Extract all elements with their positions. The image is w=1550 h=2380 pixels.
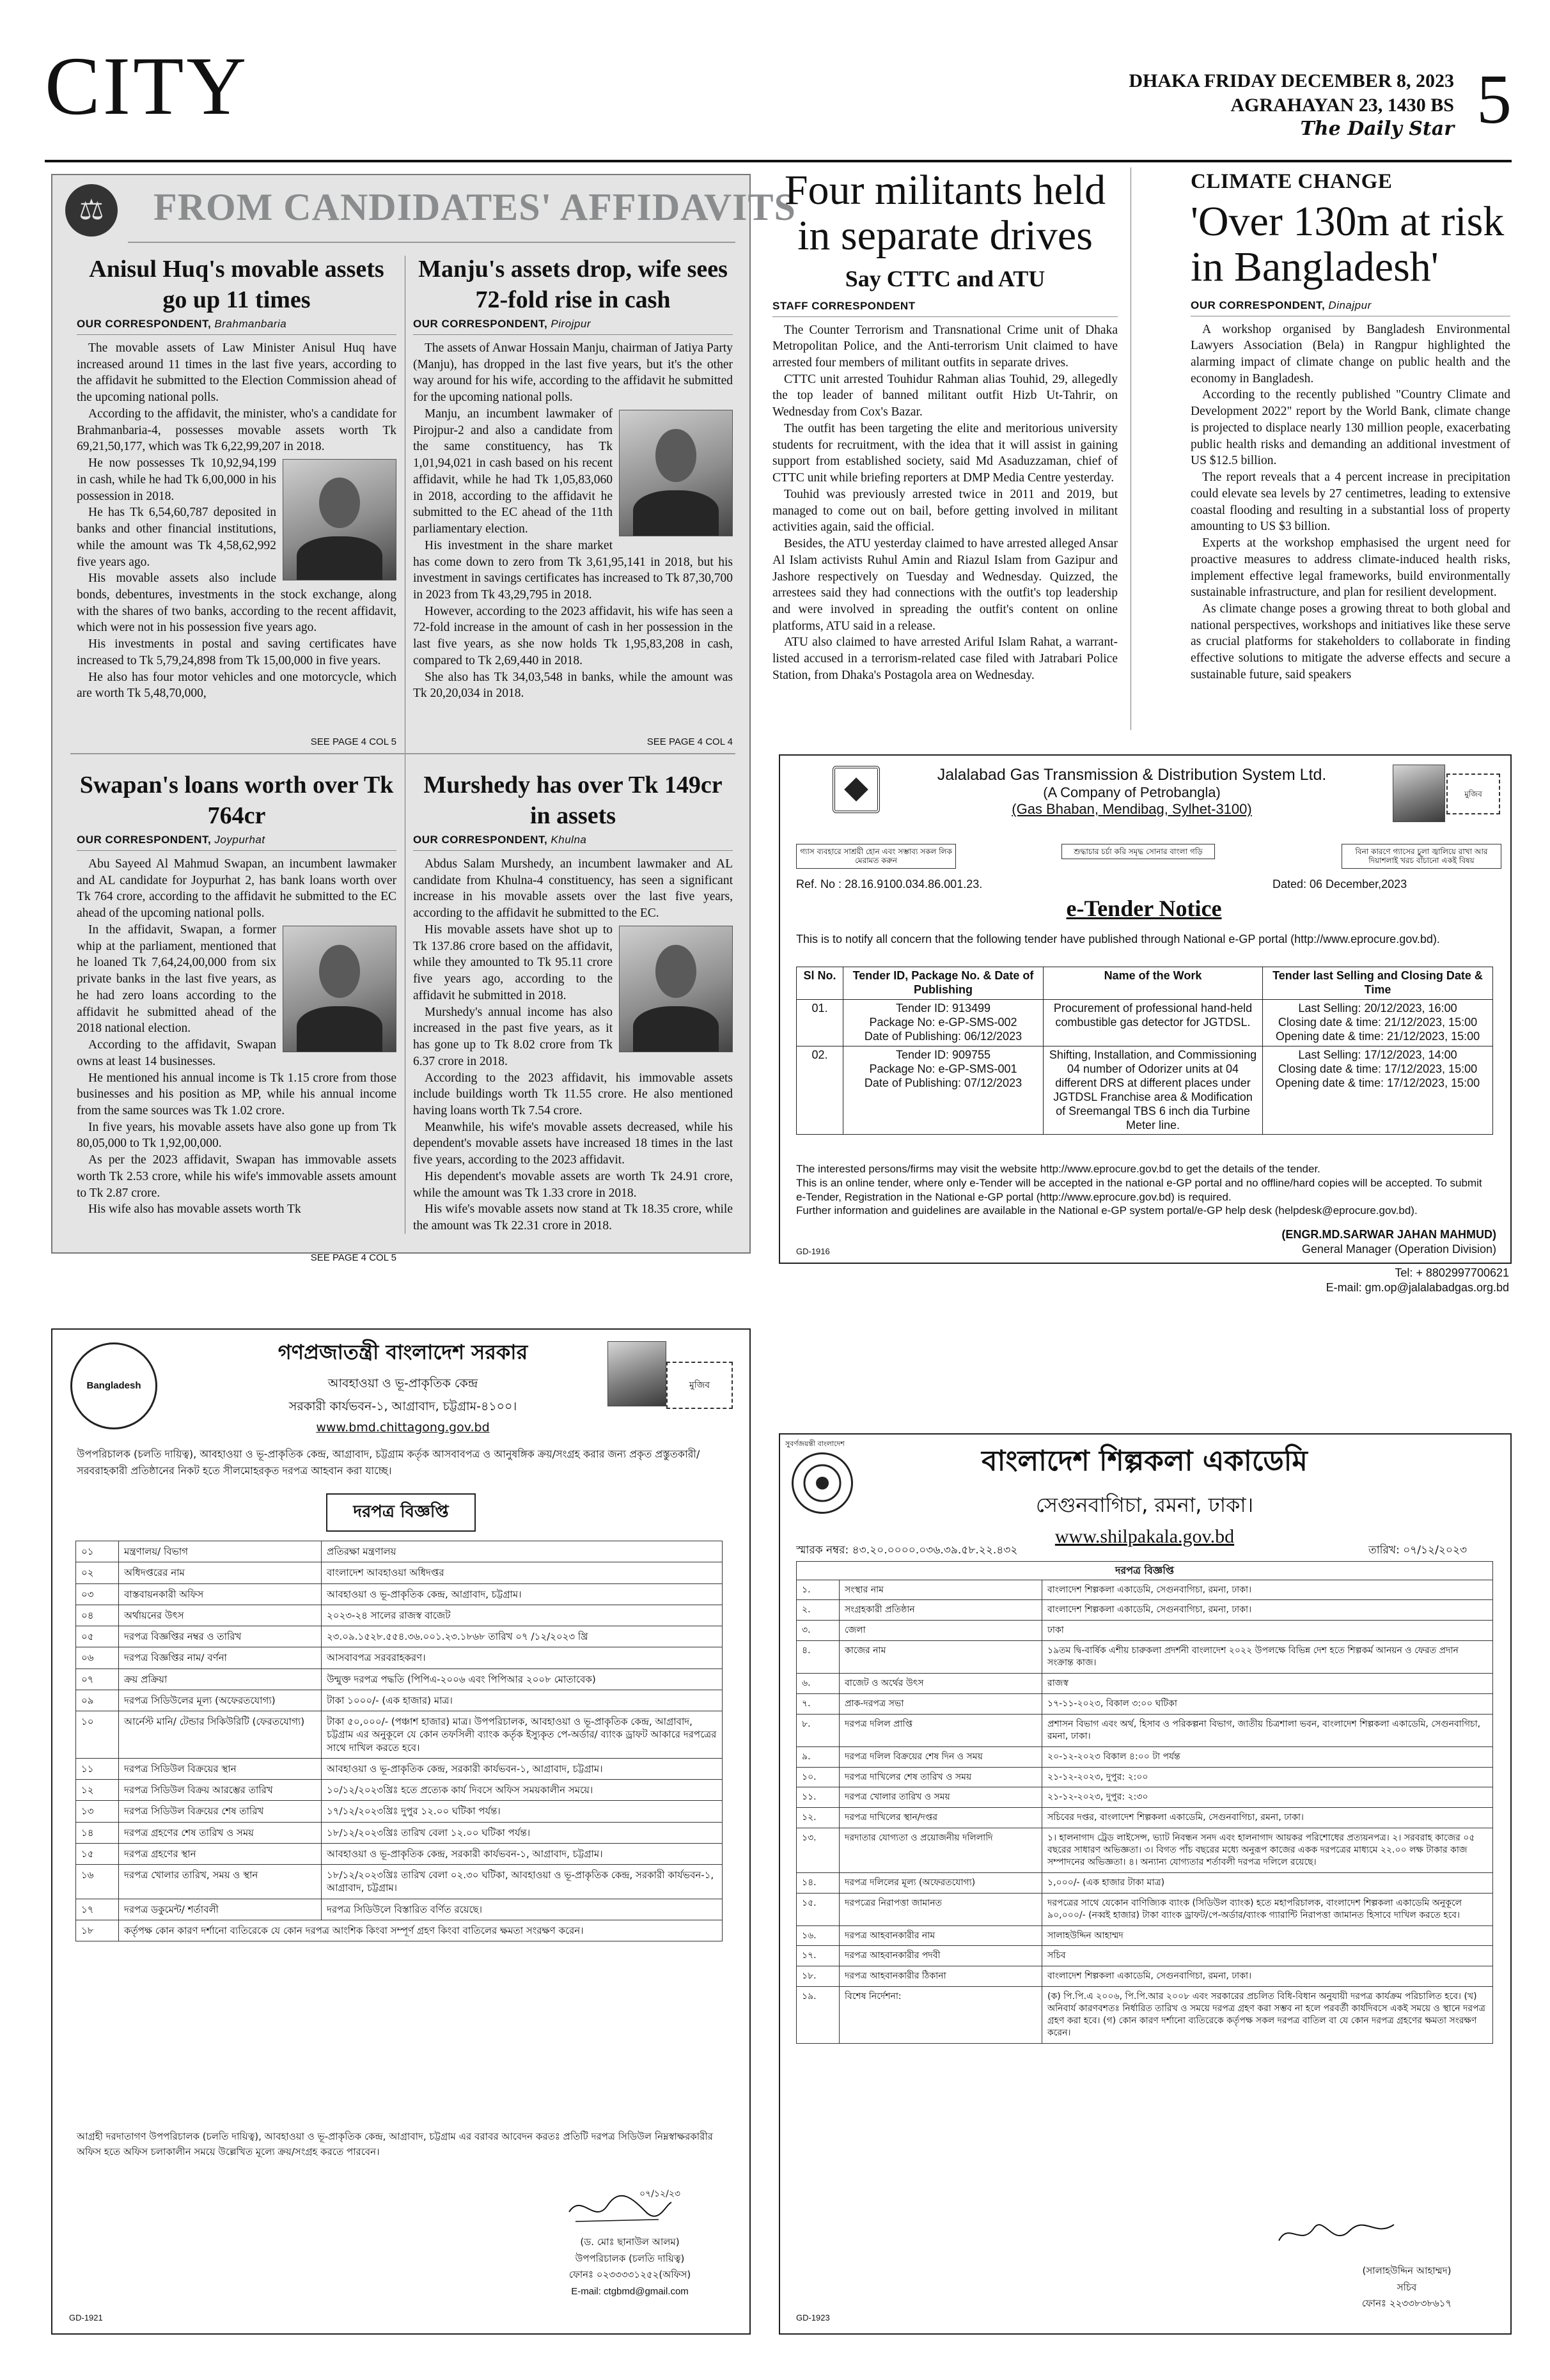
jgtd-contact [1279,1266,1509,1296]
signer-title: General Manager (Operation Division) [1301,1243,1496,1256]
cell-value: বাংলাদেশ শিল্পকলা একাডেমি, সেগুনবাগিচা, রমনা, ঢাকা। [1042,1580,1493,1600]
kicker: CLIMATE CHANGE [1191,170,1393,193]
cell-value: ১৮/১২/২০২৩খ্রিঃ তারিখ বেলা ০২.৩০ ঘটিকা, আবহাওয়া ও ভূ-প্রাকৃতিক কেন্দ্র, সরকারী কার্যভবন-১, আগ্রাবাদ, চট্টগ্রাম। [322,1865,723,1899]
cell-value: সচিব [1042,1946,1493,1966]
cell-value: রাজস্ব [1042,1674,1493,1694]
paragraph: She also has Tk 34,03,548 in banks, while the amount was Tk 20,20,034 in 2018. [413,670,733,701]
cell-value: ১,০০০/- (এক হাজার টাকা মাত্র) [1042,1872,1493,1893]
paragraph: Touhid was previously arrested twice in 2011 and 2019, but managed to come out on bail, before getting involved in militant activities again, said the official. [772,487,1118,534]
story-body [413,340,733,736]
cell-number: ১৭. [797,1946,840,1966]
table-row [76,1843,723,1864]
tender-table [796,967,1493,1135]
cell-number: ১৫ [76,1843,119,1864]
notice-intro: This is to notify all concern that the following tender have published through National e-GP portal (http://www.eprocure.gov.bd). [796,933,1440,945]
company-subtitle: (A Company of Petrobangla) [1043,784,1221,800]
story-body [772,322,1118,738]
ref-date: Dated: 06 December,2023 [1272,878,1407,891]
portrait-icon [1393,765,1445,822]
cell-value: সালাহউদ্দিন আহাম্মদ [1042,1925,1493,1946]
cell-number: ০৭ [76,1668,119,1690]
signer-email: E-mail: ctgbmd@gmail.com [571,2285,689,2297]
cell-label: প্রাক-দরপত্র সভা [840,1693,1042,1714]
story-anisul [77,254,396,747]
table-header-row [797,967,1493,1000]
cell-number: ২. [797,1600,840,1621]
signer-phone: ফোনঃ ২২৩৩৮৩৮৬১৭ [1361,2298,1452,2309]
paragraph: His wife's movable assets now stand at Tk 18.35 crore, while the amount was Tk 22.31 crore in 2018. [413,1202,733,1233]
cell-sl: 01. [797,999,843,1046]
cell-value: টাকা ৫০,০০০/- (পঞ্চাশ হাজার) মাত্র। উপপরিচালক, আবহাওয়া ও ভূ-প্রাকৃতিক কেন্দ্র, আগ্রাবাদ, চট্টগ্রাম এর অনুকূলে যে কোন তফসিলী ব্যাংক কর্তৃক ইস্যুকৃত পে-অর্ডার/ ব্যাংক ড্রাফট আকারে দরপত্রের সাথে দাখিল করতে হবে। [322,1711,723,1759]
cell-number: ৯. [797,1746,840,1767]
paragraph: His investment in the share market has come down to zero from Tk 3,61,95,141 in 2018, but his investment in savings certificates has increased to Tk 87,30,700 in 2023 from Tk 43,29,795 in 2018. [413,538,733,602]
table-row [76,1668,723,1690]
table-row [797,1580,1493,1600]
slogan-2: শুদ্ধাচার চর্চা করি সমৃদ্ধ সোনার বাংলা গড়ি [1061,844,1215,859]
table-row [797,1872,1493,1893]
cell-value: আবহাওয়া ও ভূ-প্রাকৃতিক কেন্দ্র, সরকারী কার্যভবন-১, আগ্রাবাদ, চট্টগ্রাম। [322,1758,723,1779]
bmd-table [75,1541,723,1941]
cell-label: দরপত্র গ্রহণের স্থান [119,1843,322,1864]
notice-title: e-Tender Notice [1066,896,1222,921]
paragraph: Meanwhile, his wife's movable assets decreased, while his dependent's movable assets have increased 18 times in the last five years, according to the 2023 affidavit. [413,1120,733,1167]
cell-number: ০১ [76,1541,119,1562]
table-row [797,1746,1493,1767]
cell-label: দরপত্র খোলার তারিখ, সময় ও স্থান [119,1865,322,1899]
byline: OUR CORRESPONDENT, Khulna [413,834,733,851]
slogan-3: বিনা কারণে গ্যাসের চুলা জ্বালিয়ে রাখা আর দিয়াশলাই খরচ বাঁচানো একই বিষয় [1342,844,1501,869]
story-manju [413,254,733,747]
ref-number: Ref. No : 28.16.9100.034.86.001.23. [796,878,983,891]
shilpakala-logo-icon [792,1452,853,1514]
cell-number: ১২. [797,1808,840,1828]
cell-value: টাকা ১০০০/- (এক হাজার) মাত্র। [322,1690,723,1711]
cell-label: কাজের নাম [840,1641,1042,1674]
paragraph: The Counter Terrorism and Transnational Crime unit of Dhaka Metropolitan Police, and the Anti-terrorism Unit claimed to have arrested four members of militant outfits in separate drives. [772,323,1118,369]
portrait-anisul-huq [283,459,396,580]
affidavits-mid-rule [70,753,735,754]
table-row [76,1711,723,1759]
cell-label: দরপত্র দাখিলের স্থান/দপ্তর [840,1808,1042,1828]
cell-label: অর্থায়নের উৎস [119,1605,322,1626]
bangla-date: AGRAHAYAN 23, 1430 BS [1230,94,1454,116]
table-row [797,1787,1493,1808]
cell-value: আবহাওয়া ও ভূ-প্রাকৃতিক কেন্দ্র, আগ্রাবাদ, চট্টগ্রাম। [322,1583,723,1605]
cell-number: ১৩. [797,1828,840,1873]
cell-tender: Tender ID: 909755 Package No: e-GP-SMS-001 Date of Publishing: 07/12/2023 [843,1046,1044,1135]
paragraph: His wife also has movable assets worth Tk [88,1202,301,1217]
cell-number: ১৪. [797,1872,840,1893]
paragraph: Besides, the ATU yesterday claimed to have arrested alleged Ansar Al Islam activists Ruhul Amin and Riazul Islam from Gazipur and Jashore respectively on Tuesday and Wednesday. Quizzed, the arrestees said they had connections with the outfit's top leadership and were involved in spreading the outfit's content on online platforms, ATU said in a release. [772,537,1118,633]
cell-number: ১৯. [797,1987,840,2044]
cell-value: ১০/১২/২০২৩খ্রিঃ হতে প্রত্যেক কার্য দিবসে অফিস সময়কালীন সময়ে। [322,1780,723,1801]
story-body [1191,322,1510,756]
banner-rule [128,242,735,243]
table-row [797,1714,1493,1746]
story-climate [1191,170,1510,756]
signature-icon [1272,2212,1400,2257]
paragraph: In the affidavit, Swapan, a former whip at the parliament, mentioned that he loaned Tk 7,64,24,00,000 from six private banks in the last five years, as he had zero loans according to the affidavit he submitted ahead of the 2018 national election. [77,922,276,1036]
cell-value: ঢাকা [1042,1621,1493,1641]
cell-label: মন্ত্রণালয়/ বিভাগ [119,1541,322,1562]
org-web: www.shilpakala.gov.bd [1054,1526,1235,1547]
cell-label: দরপত্র সিডিউল বিক্রয় আরম্ভের তারিখ [119,1780,322,1801]
cell-number: ১৫. [797,1893,840,1925]
headline: Murshedy has over Tk 149cr in assets [423,772,723,829]
cell-number: ১৪ [76,1822,119,1843]
cell-label: দরপত্র ডকুমেন্ট/ শর্তাবলী [119,1899,322,1920]
shilpakala-table [796,1561,1493,2044]
cell-label: কর্তৃপক্ষ কোন কারণ দর্শানো ব্যতিরেকে যে কোন দরপত্র আংশিক কিংবা সম্পূর্ণ গ্রহণ কিংবা বাতিলের ক্ষমতা সংরক্ষণ করেন। [119,1920,723,1941]
cell-label: দরপত্র গ্রহণের শেষ তারিখ ও সময় [119,1822,322,1843]
bangladesh-50-logo-icon: Bangladesh [70,1342,157,1429]
sign-date: ০৭/১২/২৩ [639,2189,681,2199]
shilpakala-signature [1317,2263,1496,2312]
cell-dates: Last Selling: 20/12/2023, 16:00 Closing date & time: 21/12/2023, 15:00 Opening date & time: 21/12/2023, 15:00 [1263,999,1493,1046]
cell-number: ১. [797,1580,840,1600]
bmd-title: দরপত্র বিজ্ঞপ্তি [326,1493,476,1532]
cell-number: ১৩ [76,1801,119,1822]
cell-value: ২০২৩-২৪ সালের রাজস্ব বাজেট [322,1605,723,1626]
header-small: সুবর্ণজয়ন্তী বাংলাদেশ [785,1440,845,1448]
jump-line: SEE PAGE 4 COL 4 [646,736,733,747]
signer-name: (সালাহউদ্দিন আহাম্মদ) [1362,2265,1452,2276]
jgtd-footer [796,1162,1493,1218]
story-body [77,340,396,736]
table-row [797,1925,1493,1946]
cell-work: Shifting, Installation, and Commissioning 04 number of Odorizer units at 04 different DRS at different places under JGTDSL Franchise area & Modification of Sreemangal TBS 6 inch dia Turbine Meter line. [1044,1046,1263,1135]
email: E-mail: gm.op@jalalabadgas.org.bd [1326,1281,1509,1295]
gd-number: GD-1916 [796,1247,830,1256]
cell-value: বাংলাদেশ শিল্পকলা একাডেমি, সেগুনবাগিচা, রমনা, ঢাকা। [1042,1966,1493,1987]
story-body [413,856,733,1265]
section-title: CITY [45,40,249,132]
cell-value: বাংলাদেশ শিল্পকলা একাডেমি, সেগুনবাগিচা, রমনা, ঢাকা। [1042,1600,1493,1621]
paragraph: Murshedy's annual income has also increased in the past five years, as it has gone up to Tk 8.02 crore from Tk 6.37 crore in 2018. [413,1005,613,1068]
cell-value: ২১-১২-২০২৩, দুপুর: ২:৩০ [1042,1787,1493,1808]
cell-label: দরপত্র সিডিউলের মূল্য (অফেরতযোগ্য) [119,1690,322,1711]
cell-value: দরপত্র সিডিউলে বিস্তারিত বর্ণিত রয়েছে। [322,1899,723,1920]
byline: OUR CORRESPONDENT, Brahmanbaria [77,318,396,335]
mujib-logo-icon: মুজিব [666,1362,733,1409]
cell-label: বিশেষ নির্দেশনা: [840,1987,1042,2044]
table-row [797,1600,1493,1621]
table-row [797,1946,1493,1966]
table-row [797,1767,1493,1787]
cell-label: দরপত্র আহবানকারীর পদবী [840,1946,1042,1966]
cell-value: প্রতিরক্ষা মন্ত্রণালয় [322,1541,723,1562]
office-address: সরকারী কার্যভবন-১, আগ্রাবাদ, চট্টগ্রাম-৪১০০। [288,1399,517,1413]
cell-value: ১৭/১২/২০২৩খ্রিঃ দুপুর ১২.০০ ঘটিকা পর্যন্ত। [322,1801,723,1822]
portrait-icon [607,1341,666,1406]
cell-value: ২০-১২-২০২৩ বিকাল ৪:০০ টা পর্যন্ত [1042,1746,1493,1767]
footer-line: This is an online tender, where only e-Tender will be accepted in the national e-GP portal and no offline/hard copies will be accepted. To submit e-Tender, Registration in the National e-GP portal (http://www.eprocure.gov.bd) is required. [796,1176,1482,1203]
bmd-signature [524,2234,735,2299]
paragraph: According to the recently published "Country Climate and Development 2022" report by the World Bank, climate change is projected to displace nearly 130 million people, exacerbating public health risks and demanding an additional investment of US $12.5 billion. [1191,388,1510,468]
table-row [76,1758,723,1779]
col-work: Name of the Work [1044,967,1263,1000]
memo-number: স্মারক নম্বর: ৪৩.২০.০০০০.০৩৬.৩৯.৫৮.২২.৪৩২ [796,1544,1018,1557]
cell-number: ১৮. [797,1966,840,1987]
cell-label: দরপত্র আহবানকারীর ঠিকানা [840,1966,1042,1987]
office-name: আবহাওয়া ও ভূ-প্রাকৃতিক কেন্দ্র [327,1376,478,1390]
cell-number: ০৫ [76,1626,119,1647]
paragraph: CTTC unit arrested Touhidur Rahman alias Touhid, 29, allegedly the top leader of banned militant outfit Hizb Ut-Tahrir, on Wednesday from Cox's Bazar. [772,372,1118,419]
cell-number: ৭. [797,1693,840,1714]
cell-label: সংগ্রহকারী প্রতিষ্ঠান [840,1600,1042,1621]
table-row [76,1865,723,1899]
cell-value: ২৩.০৯.১৫২৮.৫৫৪.৩৬.০০১.২৩.১৮৬৮ তারিখ ০৭ /১২/২০২৩ খ্রি [322,1626,723,1647]
cell-value: সচিবের দপ্তর, বাংলাদেশ শিল্পকলা একাডেমি, সেগুনবাগিচা, রমনা, ঢাকা। [1042,1808,1493,1828]
gd-number: GD-1921 [69,2313,103,2322]
portrait-swapan [283,926,396,1052]
paragraph: ATU also claimed to have arrested Ariful Islam Rahat, a warrant-listed accused in a terrorism-related case filed with Jatrabari Police Station, from Dhaka's Postagola area on Wednesday. [772,635,1118,682]
cell-value: (ক) পি.পি.এ ২০০৬, পি.পি.আর ২০০৮ এবং সরকারের প্রচলিত বিধি-বিধান অনুযায়ী দরপত্র কার্যক্রম পরিচালিত হবে। (খ) অনিবার্য কারণবশতঃ নির্ধারিত তারিখ ও সময়ে দরপত্র গ্রহণ করা সম্ভব না হলে পরবর্তী কার্যদিবসে একই সময়ে ও স্থানে দরপত্র গ্রহণ করা হবে। (গ) কোন কারণ দর্শানো ব্যতিরেকে কর্তৃপক্ষ সকল দরপত্র বাতিল বা যে কোন দরপত্র গ্রহণের ক্ষমতা সংরক্ষণ করেন। [1042,1987,1493,2044]
cell-number: ১৭ [76,1899,119,1920]
org-name: বাংলাদেশ শিল্পকলা একাডেমি [982,1445,1308,1477]
jump-line: SEE PAGE 4 COL 5 [310,1252,396,1263]
cell-number: ০২ [76,1562,119,1583]
footer-line: The interested persons/firms may visit the website http://www.eprocure.gov.bd to get the details of the tender. [796,1163,1320,1175]
cell-value: ১৯তম দ্বি-বার্ষিক এশীয় চারুকলা প্রদর্শনী বাংলাদেশ ২০২২ উপলক্ষে বিভিন্ন দেশ হতে শিল্পকর্ম আনয়ন ও ফেরত প্রদান সংক্রান্ত কাজ। [1042,1641,1493,1674]
footer-line: Further information and guidelines are available in the National e-GP system portal/e-GP help desk (helpdesk@eprocure.gov.bd). [796,1204,1418,1217]
paragraph: He now possesses Tk 10,92,94,199 in cash, while he had Tk 6,00,000 in his possession in 2018. [77,456,276,503]
gd-number: GD-1923 [796,2313,830,2322]
headline: Manju's assets drop, wife sees 72-fold rise in cash [418,256,728,313]
cell-number: ০৪ [76,1605,119,1626]
table-row [76,1562,723,1583]
cell-label: জেলা [840,1621,1042,1641]
date-line: DHAKA FRIDAY DECEMBER 8, 2023 [1129,70,1454,91]
cell-number: ১০ [76,1711,119,1759]
paragraph: As climate change poses a growing threat to both global and national perspectives, workshops and initiatives like these serve as crucial platforms for stakeholders to collaborate in finding effective solutions to mitigate the adverse effects and secure a sustainable future, said speakers [1191,602,1510,681]
jgtd-logo-icon [833,766,880,813]
table-row [797,1674,1493,1694]
table-row [797,1621,1493,1641]
signature-mark [1272,2212,1400,2257]
headline: Four militants held in separate drives [784,167,1106,260]
table-row [797,1828,1493,1873]
jgtd-signature [1177,1227,1496,1257]
table-row [76,1780,723,1801]
office-web: www.bmd.chittagong.gov.bd [316,1420,490,1435]
cell-label: অধিদপ্তরের নাম [119,1562,322,1583]
story-militants [772,167,1118,738]
table-row [797,1641,1493,1674]
cell-label: ক্রয় প্রক্রিয়া [119,1668,322,1690]
byline: OUR CORRESPONDENT, Pirojpur [413,318,733,335]
table-row [76,1822,723,1843]
ec-emblem-icon: ⚖ [65,184,118,237]
cell-number: ১৮ [76,1920,119,1941]
paragraph: His movable assets also include bonds, debentures, investments in the stock exchange, along with the shares of two banks, according to the recent affidavit, which were not in his possession five years ago. [77,572,396,635]
shilpakala-header [857,1440,1432,1548]
paragraph: According to the affidavit, Swapan owns at least 14 businesses. [77,1038,276,1068]
byline: STAFF CORRESPONDENT [772,300,1118,317]
cell-label: দরপত্র সিডিউল বিক্রয়ের শেষ তারিখ [119,1801,322,1822]
table-row [797,1693,1493,1714]
signer-name: (ড. মোঃ ছানাউল আলম) [580,2236,680,2248]
cell-label: দরপত্র দলিলের মূল্য (অফেরতযোগ্য) [840,1872,1042,1893]
table-row [797,1966,1493,1987]
cell-label: দরপত্র দাখিলের শেষ তারিখ ও সময় [840,1767,1042,1787]
cell-label: দরপত্রের নিরাপত্তা জামানত [840,1893,1042,1925]
cell-value: দরপত্রের সাথে যেকোন বাণিজ্যিক ব্যাংক (সিডিউল ব্যাংক) হতে মহাপরিচালক, বাংলাদেশ শিল্পকলা একাডেমি অনুকূলে ৯০,০০০/- (নব্বই হাজার) টাকা ব্যাংক ড্রাফট/পে-অর্ডার/ব্যাংক গ্যারান্টি নিরাপত্তা জামানত হিসাবে দাখিল করতে হবে। [1042,1893,1493,1925]
byline: OUR CORRESPONDENT, Dinajpur [1191,299,1510,316]
cell-value: প্রশাসন বিভাগ এবং অর্থ, হিসাব ও পরিকল্পনা বিভাগ, জাতীয় চিত্রশালা ভবন, বাংলাদেশ শিল্পকলা একাডেমি, সেগুনবাগিচা, রমনা, ঢাকা। [1042,1714,1493,1746]
headline: Anisul Huq's movable assets go up 11 times [89,256,384,313]
col-dates: Tender last Selling and Closing Date & Time [1263,967,1493,1000]
company-name: Jalalabad Gas Transmission & Distribution System Ltd. [937,766,1327,784]
cell-label: দরপত্র দলিল বিক্রয়ের শেষ দিন ও সময় [840,1746,1042,1767]
table-row [76,1541,723,1562]
paragraph: He also has four motor vehicles and one motorcycle, which are worth Tk 5,48,70,000, [77,670,396,701]
table-row [76,1647,723,1668]
col-tender: Tender ID, Package No. & Date of Publishing [843,967,1044,1000]
cell-label: বাজেট ও অর্থের উৎস [840,1674,1042,1694]
company-address: (Gas Bhaban, Mendibag, Sylhet-3100) [1012,801,1252,817]
slogan-1: গ্যাস ব্যবহারে সাশ্রয়ী হোন এবং সম্ভাব্য সকল লিক মেরামত করুন [796,844,956,869]
table-row [797,1987,1493,2044]
cell-label: দরপত্র আহবানকারীর নাম [840,1925,1042,1946]
table-row [76,1899,723,1920]
cell-number: ৩. [797,1621,840,1641]
cell-number: ১৬ [76,1865,119,1899]
cell-sl: 02. [797,1046,843,1135]
table-row [797,999,1493,1046]
cell-number: ১০. [797,1767,840,1787]
bmd-header [256,1336,550,1435]
bmd-intro: উপপরিচালক (চলতি দায়িত্ব), আবহাওয়া ও ভূ-প্রাকৃতিক কেন্দ্র, আগ্রাবাদ, চট্টগ্রাম কর্তৃক আসবাবপত্র ও আনুষঙ্গিক ক্রয়/সংগ্রহ করার জন্য প্রকৃত প্রস্তুতকারী/ সরবরাহকারী প্রতিষ্ঠানের নিকট হতে সীলমোহরকৃত দরপত্র আহবান করা যাচ্ছে। [77,1448,700,1477]
table-title-row [797,1562,1493,1580]
paragraph: As per the 2023 affidavit, Swapan has immovable assets worth Tk 2.53 crore, while his wife's immovable assets amount to Tk 2.87 crore. [77,1153,396,1200]
cell-label: দরপত্র বিজ্ঞপ্তির নম্বর ও তারিখ [119,1626,322,1647]
paragraph: Experts at the workshop emphasised the urgent need for proactive measures to address climate-induced health risks, implement effective legal frameworks, build environmentally sustainable infrastructure, and plan for resilient development. [1191,536,1510,600]
table-row [797,1046,1493,1135]
org-address: সেগুনবাগিচা, রমনা, ঢাকা। [1035,1493,1254,1517]
table-row [76,1626,723,1647]
jump-line: SEE PAGE 4 COL 5 [310,736,396,747]
paper-name: The Daily Star [1300,118,1454,140]
headline: Swapan's loans worth over Tk 764cr [79,772,394,829]
cell-value: উন্মুক্ত দরপত্র পদ্ধতি (পিপিএ-২০০৬ এবং পিপিআর ২০০৮ মোতাবেক) [322,1668,723,1690]
cell-number: ০৩ [76,1583,119,1605]
paragraph: According to the 2023 affidavit, his immovable assets include buildings worth Tk 11.55 crore. He also mentioned having loans worth Tk 7.54 crore. [413,1071,733,1118]
tel: Tel: + 8802997700621 [1395,1266,1509,1279]
table-row [76,1920,723,1941]
signer-title: উপপরিচালক (চলতি দায়িত্ব) [575,2252,685,2264]
paragraph: The outfit has been targeting the elite and meritorious university students for recruitment, with the idea that it will assist in gaining support from established society, said Md Asaduzzaman, chief of CTTC unit while briefing reporters at DMP Media Centre yesterday. [772,421,1118,485]
portrait-manju [619,410,733,536]
table-row [797,1808,1493,1828]
cell-number: ১২ [76,1780,119,1801]
bmd-note: আগ্রহী দরদাতাগণ উপপরিচালক (চলতি দায়িত্ব), আবহাওয়া ও ভূ-প্রাকৃতিক কেন্দ্র, আগ্রাবাদ, চট্টগ্রাম এর বরাবর আবেদন করতঃ প্রতিটি দরপত্র সিডিউল নিম্নস্বাক্ষরকারীর অফিস হতে অফিস চলাকালীন সময়ে উল্লেখিত মূল্যে ক্রয়/সংগ্রহ করতে পারবেন। [77,2131,713,2158]
table-row [76,1583,723,1605]
paragraph: A workshop organised by Bangladesh Environmental Lawyers Association (Bela) in Rangpur highlighted the alarming impact of climate change on public health and the economy in Bangladesh. [1191,322,1510,385]
byline: OUR CORRESPONDENT, Joypurhat [77,834,396,851]
signer-title: সচিব [1397,2281,1417,2293]
table-row [76,1801,723,1822]
page-number: 5 [1476,60,1512,138]
cell-value: বাংলাদেশ আবহাওয়া অধিদপ্তর [322,1562,723,1583]
cell-work: Procurement of professional hand-held combustible gas detector for JGTDSL. [1044,999,1263,1046]
cell-tender: Tender ID: 913499 Package No: e-GP-SMS-002 Date of Publishing: 06/12/2023 [843,999,1044,1046]
paragraph: The assets of Anwar Hossain Manju, chairman of Jatiya Party (Manju), has dropped in the last five years, but it's the other way around for his wife, according to the affidavit he submitted for the upcoming national polls. [413,341,733,405]
story-murshedy [413,770,733,1265]
cell-label: দরপত্র সিডিউল বিক্রয়ের স্থান [119,1758,322,1779]
cell-number: ১৬. [797,1925,840,1946]
cell-number: ১১ [76,1758,119,1779]
masthead-rule [45,160,1512,162]
paragraph: He mentioned his annual income is Tk 1.15 crore from those businesses and his position as MP, while his annual income from the same sources was Tk 1.02 crore. [77,1071,396,1118]
cell-value: ২১-১২-২০২৩, দুপুর: ২:০০ [1042,1767,1493,1787]
signer-name: (ENGR.MD.SARWAR JAHAN MAHMUD) [1281,1228,1496,1241]
mujib-logo-icon: মুজিব [1446,774,1500,814]
cell-value: ১৭-১১-২০২৩, বিকাল ৩:০০ ঘটিকা [1042,1693,1493,1714]
paragraph: However, according to the 2023 affidavit, his wife has seen a 72-fold increase in the amount of cash in her possession in the last five years, as she now holds Tk 1,95,83,208 in cash, compared to Tk 2,69,440 in 2018. [413,604,733,667]
paragraph: His movable assets have shot up to Tk 137.86 crore based on the affidavit, while they amounted to Tk 95.11 crore five years ago, according to the affidavit he submitted in 2018. [413,922,613,1002]
gov-title: গণপ্রজাতন্ত্রী বাংলাদেশ সরকার [278,1340,528,1364]
cell-value: ১৮/১২/২০২৩খ্রিঃ তারিখ বেলা ১২.০০ ঘটিকা পর্যন্ত। [322,1822,723,1843]
paragraph: Abu Sayeed Al Mahmud Swapan, an incumbent lawmaker and AL candidate for Joypurhat 2, has bank loans worth over Tk 764 crore, according to the affidavit he submitted to the EC ahead of the upcoming national polls. [77,857,396,921]
cell-label: বাস্তবায়নকারী অফিস [119,1583,322,1605]
headline: 'Over 130m at risk in Bangladesh' [1191,198,1505,291]
paragraph: According to the affidavit, the minister, who's a candidate for Brahmanbaria-4, possesses movable assets worth Tk 69,21,50,177, which was Tk 6,22,99,207 in 2018. [77,407,396,454]
cell-value: ১। হালনাগাদ ট্রেড লাইসেন্স, ভ্যাট নিবন্ধন সনদ এবং হালনাগাদ আয়কর পরিশোধের প্রত্যয়নপত্র। ২। সরবরাহ কাজের ০৫ বছরের সাধারণ অভিজ্ঞতা। ৩। বিগত পাঁচ বছরের মধ্যে অনুরূপ কাজের একক দরপত্রের মাধ্যমে ২২.০০ লক্ষ টাকার কাজ সম্পাদনের অভিজ্ঞতা। ৪। অন্যান্য যোগ্যতার শর্তাবলী দরপত্র দলিলে রয়েছে। [1042,1828,1493,1873]
story-swapan [77,770,396,1263]
col-sl: Sl No. [797,967,843,1000]
cell-value: আবহাওয়া ও ভূ-প্রাকৃতিক কেন্দ্র, সরকারী কার্যভবন-১, আগ্রাবাদ, চট্টগ্রাম। [322,1843,723,1864]
paragraph: Manju, an incumbent lawmaker of Pirojpur-2 and also a candidate from the same constituency, has Tk 1,01,94,021 in cash based on his recent affidavit, while he had Tk 1,05,83,060 in 2018, according to the affidavit he submitted to the EC ahead of the 11th parliamentary election. [413,407,613,536]
cell-label: দরপত্র খোলার তারিখ ও সময় [840,1787,1042,1808]
cell-label: দরপত্র বিজ্ঞপ্তির নাম/ বর্ণনা [119,1647,322,1668]
cell-number: ৪. [797,1641,840,1674]
table-row [76,1605,723,1626]
paragraph: The report reveals that a 4 percent increase in precipitation could elevate sea levels by 27 centimetres, leading to extensive coastal flooding and resulting in a substantial loss of property amounting to US $3 billion. [1191,471,1510,534]
paragraph: Abdus Salam Murshedy, an incumbent lawmaker and AL candidate from Khulna-4 constituency, has seen a significant increase in his movable assets over the last five years, according to the affidavit he submitted to the EC. [413,857,733,921]
cell-number: ৬. [797,1674,840,1694]
paragraph: His investments in postal and saving certificates have increased to Tk 5,79,24,898 from Tk 15,00,000 in five years. [77,637,396,667]
cell-label: দরদাতার যোগ্যতা ও প্রয়োজনীয় দলিলাদি [840,1828,1042,1873]
paragraph: His dependent's movable assets are worth Tk 24.91 crore, while the amount was Tk 1.33 crore in 2018. [413,1169,733,1200]
cell-number: ০৬ [76,1647,119,1668]
masthead-date [1129,69,1454,141]
story-body [77,856,396,1252]
table-title: দরপত্র বিজ্ঞপ্তি [797,1562,1493,1580]
memo-date: তারিখ: ০৭/১২/২০২৩ [1368,1544,1468,1557]
paragraph: He has Tk 6,54,60,787 deposited in banks and other financial institutions, while the amount was Tk 4,58,62,992 five years ago. [77,506,276,569]
subhead: Say CTTC and ATU [845,265,1045,292]
cell-value: আসবাবপত্র সরবরাহকরণ। [322,1647,723,1668]
cell-number: ১১. [797,1787,840,1808]
signer-phone: ফোনঃ ০২৩৩৩৩১২৫২(অফিস) [568,2269,691,2280]
cell-number: ০৯ [76,1690,119,1711]
paragraph: In five years, his movable assets have also gone up from Tk 80,05,000 to Tk 1,92,00,000. [77,1120,396,1151]
cell-label: দরপত্র দলিল প্রাপ্তি [840,1714,1042,1746]
cell-number: ৮. [797,1714,840,1746]
portrait-murshedy [619,926,733,1052]
jgtd-header [908,766,1356,818]
paragraph: The movable assets of Law Minister Anisul Huq have increased around 11 times in the last five years, according to the affidavit he submitted to the Election Commission ahead of the upcoming national polls. [77,341,396,405]
cell-dates: Last Selling: 17/12/2023, 14:00 Closing date & time: 17/12/2023, 15:00 Opening date & time: 17/12/2023, 15:00 [1263,1046,1493,1135]
table-row [797,1893,1493,1925]
affidavits-banner: FROM CANDIDATES' AFFIDAVITS [153,186,796,228]
table-row [76,1690,723,1711]
cell-label: সংস্থার নাম [840,1580,1042,1600]
cell-label: আর্নেস্ট মানি/ টেন্ডার সিকিউরিটি (ফেরতযোগ্য) [119,1711,322,1759]
